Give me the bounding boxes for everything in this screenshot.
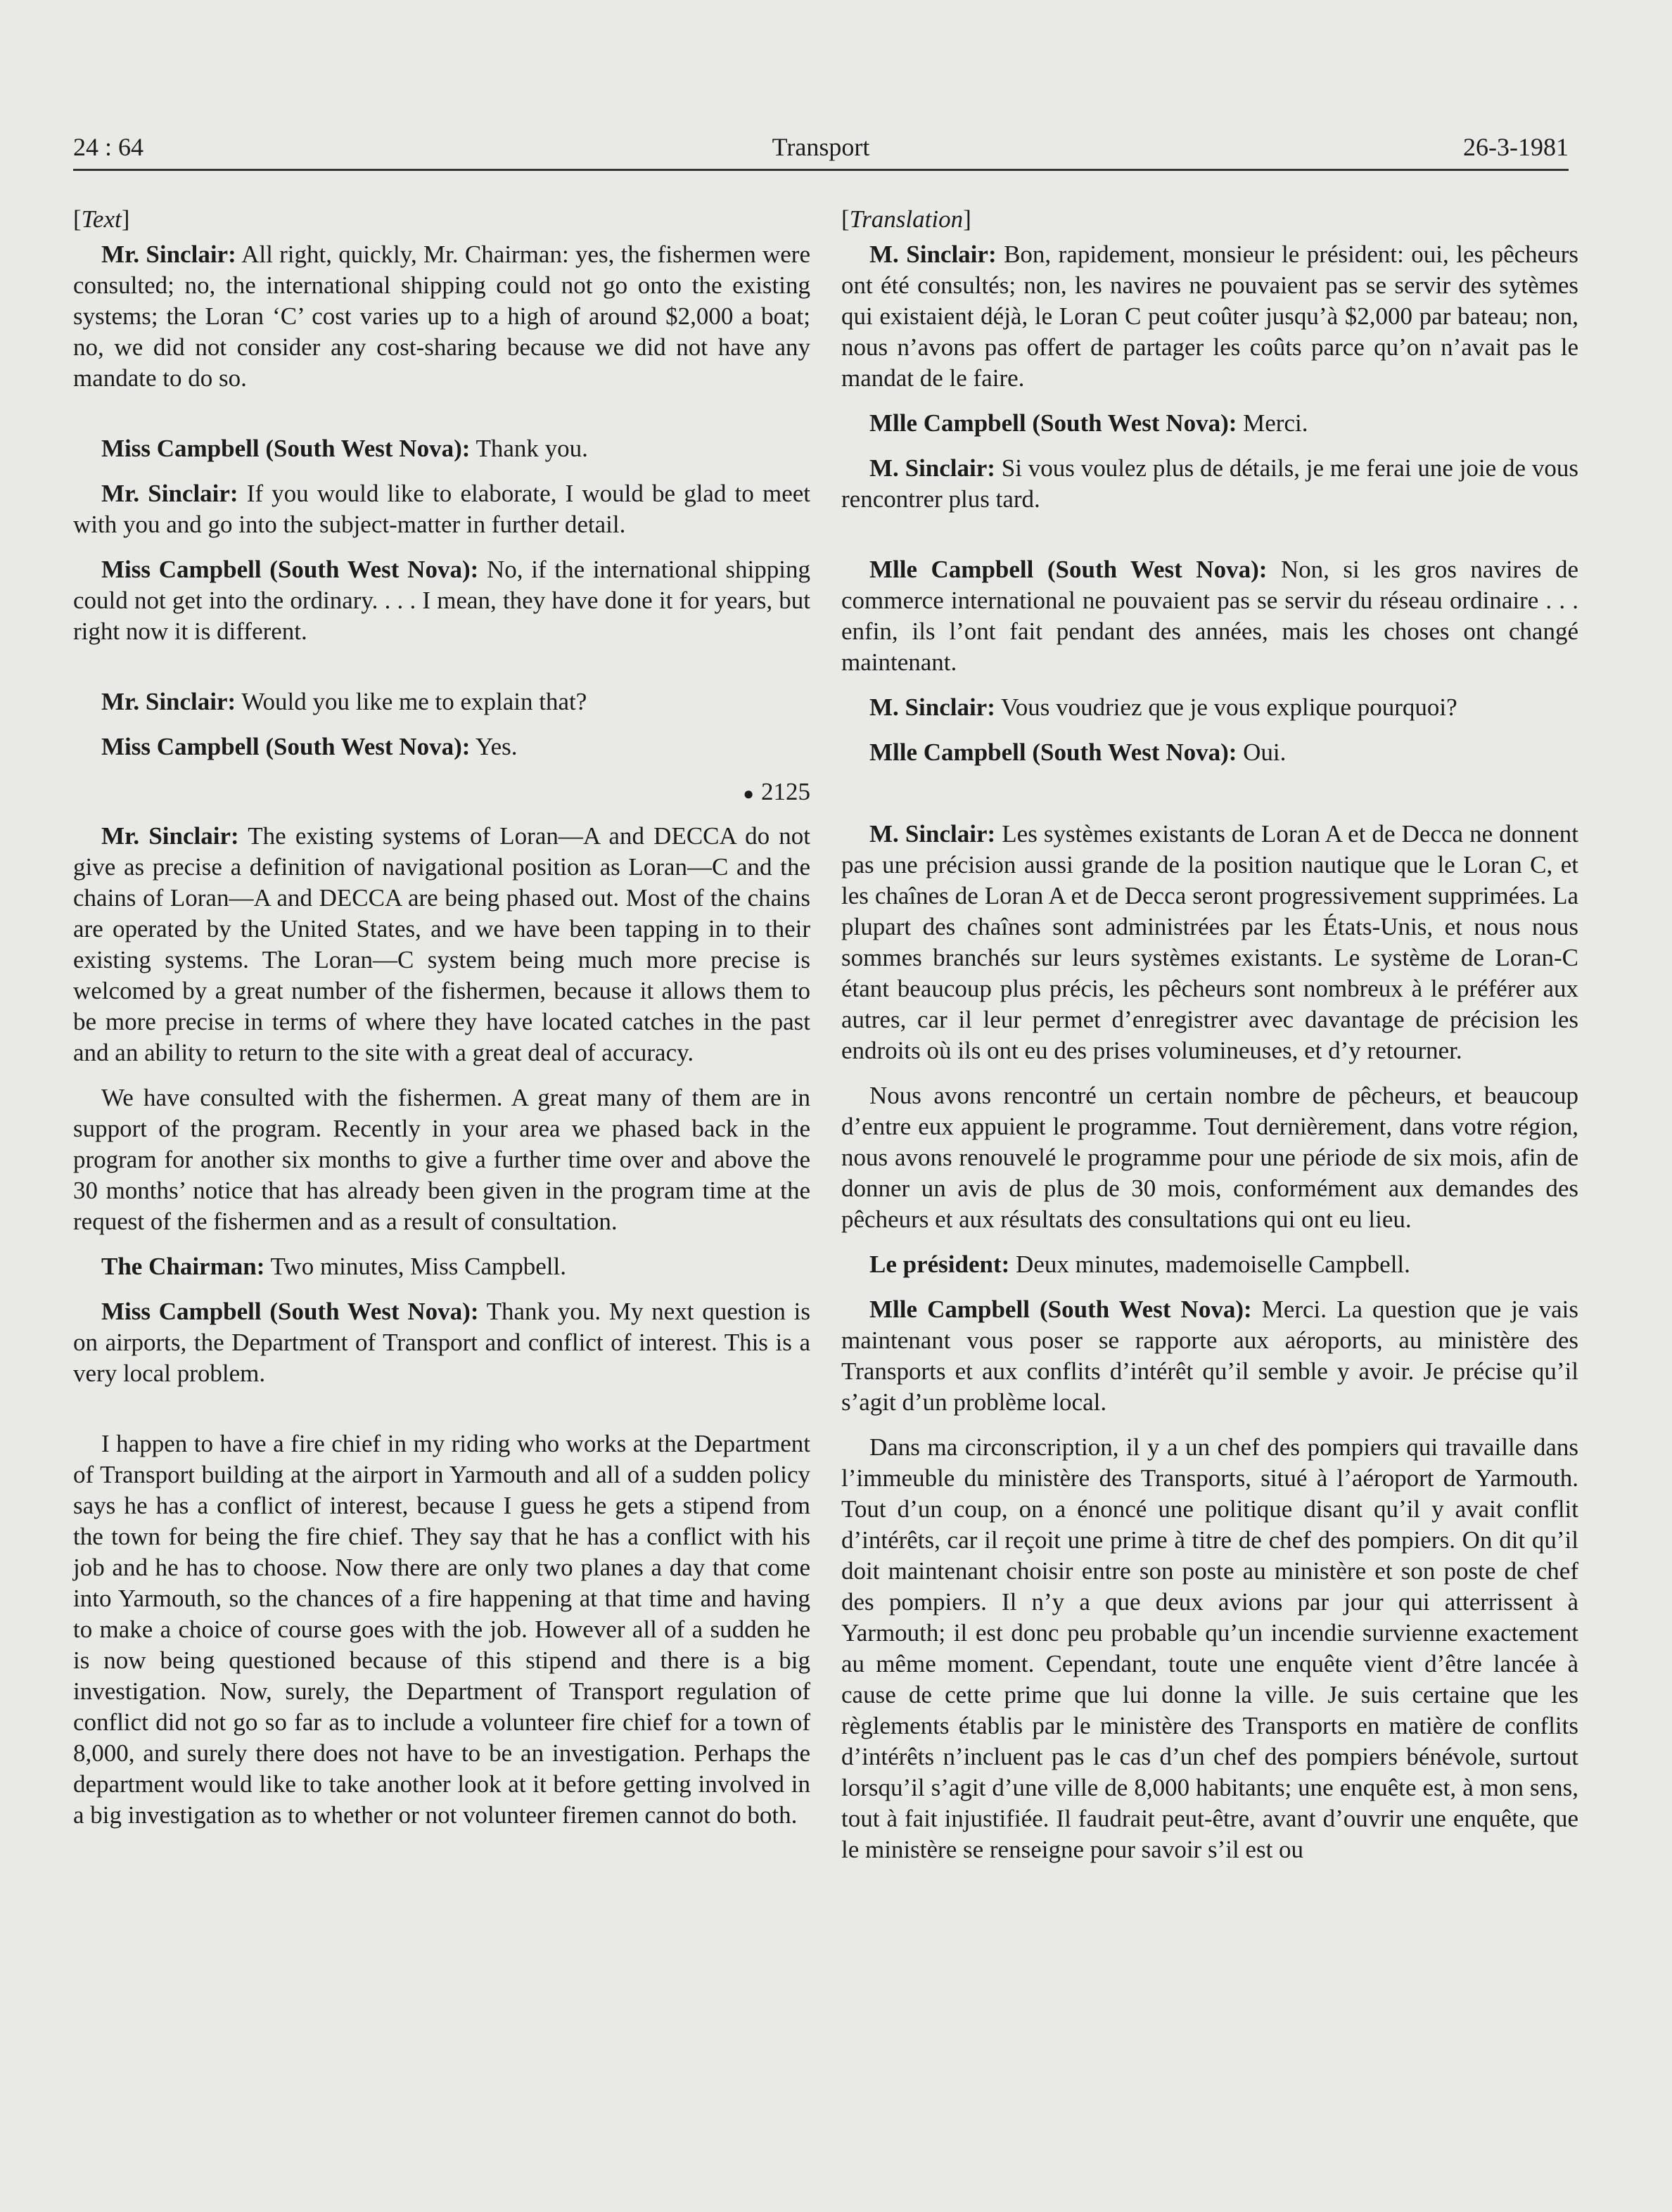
section-tag: [Text]	[73, 205, 130, 233]
english-column	[73, 204, 810, 1845]
page-date: 26-3-1981	[1463, 133, 1569, 161]
paragraph: M. Sinclair: Si vous voulez plus de détails, je me ferai une joie de vous rencontrer plus tard.	[841, 454, 1578, 513]
section-tag: [Translation]	[841, 205, 971, 233]
paragraph: M. Sinclair: Les systèmes existants de Loran A et de Decca ne donnent pas une précision aussi grande de la position nautique que le Loran C, et les chaînes de Loran A et de Decca seront progressivement supprimées. La plupart des chaînes sont administrées par les États-Unis, et nous nous sommes branchés sur leurs systèmes existants. Le système de Loran-C étant beaucoup plus précis, les pêcheurs sont nombreux à le préférer aux autres, car il leur permet d’enregistrer avec davantage de précision les endroits où ils ont eu des prises volumineuses, et d’y retourner.	[841, 820, 1578, 1064]
speaker-name: Mlle Campbell (South West Nova):	[869, 739, 1237, 766]
paragraph: Miss Campbell (South West Nova): Thank you.	[101, 435, 588, 462]
paragraph: Mr. Sinclair: The existing systems of Loran—A and DECCA do not give as precise a definition of navigational position as Loran—C and the chains of Loran—A and DECCA are being phased out. Most of the chains are operated by the United States, and we have been tapping in to their existing systems. The Loran—C system being much more precise is welcomed by a great number of the fishermen, because it allows them to be more precise in terms of where they have located catches in the past and an ability to return to the site with a great deal of accuracy.	[73, 821, 810, 1066]
paragraph: Mr. Sinclair: All right, quickly, Mr. Chairman: yes, the fishermen were consulted; no, the international shipping could not go onto the existing systems; the Loran ‘C’ cost varies up to a high of around $2,000 a boat; no, we did not consider any cost-sharing because we did not have any mandate to do so.	[73, 241, 810, 392]
paragraph: Mlle Campbell (South West Nova): Non, si les gros navires de commerce international ne pouvaient pas se servir du réseau ordinaire . . . enfin, ils l’ont fait pendant des années, mais les choses ont changé maintenant.	[841, 556, 1578, 676]
speaker-name: M. Sinclair:	[869, 241, 997, 268]
speaker-name: M. Sinclair:	[869, 693, 995, 721]
speaker-name: Mr. Sinclair:	[101, 688, 236, 715]
speaker-name: Mr. Sinclair:	[101, 821, 239, 850]
paragraph: Miss Campbell (South West Nova): No, if the international shipping could not get into the ordinary. . . . I mean, they have done it for years, but right now it is different.	[73, 556, 810, 645]
speaker-name: Mlle Campbell (South West Nova):	[869, 409, 1237, 437]
paragraph: Mlle Campbell (South West Nova): Merci.	[869, 409, 1308, 437]
french-column	[841, 204, 1578, 1879]
page-title: Transport	[772, 133, 870, 161]
paragraph: Miss Campbell (South West Nova): Thank you. My next question is on airports, the Department of Transport and conflict of interest. This is a very local problem.	[73, 1297, 811, 1387]
speaker-name: Miss Campbell (South West Nova):	[101, 556, 479, 583]
speaker-name: Mr. Sinclair:	[101, 241, 236, 268]
speaker-name: Le président:	[869, 1251, 1010, 1278]
speaker-name: Miss Campbell (South West Nova):	[101, 435, 471, 462]
speaker-name: Mlle Campbell (South West Nova):	[869, 556, 1268, 583]
bullet-icon: ●	[743, 783, 754, 804]
paragraph: Dans ma circonscription, il y a un chef des pompiers qui travaille dans l’immeuble du ministère des Transports, situé à l’aéroport de Yarmouth. Tout d’un coup, on a énoncé une politique disant qu’il y avait conflit d’intérêts, car il reçoit une prime à titre de chef des pompiers. On dit qu’il doit maintenant choisir entre son poste au ministère et son poste de chef des pompiers. Il n’y a que deux avions par jour qui atterrissent à Yarmouth; il est donc peu probable qu’un incendie survienne exactement au même moment. Cependant, toute une enquête vient d’être lancée à cause de cette prime que lui donne la ville. Je suis certaine que les règlements établis par le ministère des Transports en matière de conflits d’intérêts n’incluent pas le cas d’un chef des pompiers bénévole, surtout lorsqu’il s’agit d’une ville de 8,000 habitants; une enquête est, à mon sens, tout à fait injustifiée. Il faudrait peut-être, avant d’ouvrir une enquête, que le ministère se renseigne pour savoir s’il est ou	[841, 1433, 1578, 1863]
paragraph: M. Sinclair: Bon, rapidement, monsieur le président: oui, les pêcheurs ont été consultés; non, les navires ne pouvaient pas se servir des sytèmes qui existaient déjà, le Loran C peut coûter jusqu’à $2,000 par bateau; non, nous n’avons pas offert de partager les coûts parce qu’on n’avait pas le mandat de le faire.	[841, 241, 1578, 392]
speaker-name: The Chairman:	[101, 1252, 265, 1280]
speaker-name: Miss Campbell (South West Nova):	[101, 733, 471, 760]
speaker-name: Miss Campbell (South West Nova):	[101, 1297, 479, 1325]
paragraph: Nous avons rencontré un certain nombre de pêcheurs, et beaucoup d’entre eux appuient le programme. Tout dernièrement, dans votre région, nous avons renouvelé le programme pour une période de six mois, afin de donner un avis de plus de 30 mois, conformément aux demandes des pêcheurs et aux résultats des consultations qui ont eu lieu.	[841, 1082, 1578, 1233]
paragraph: Mr. Sinclair: Would you like me to explain that?	[101, 688, 587, 715]
paragraph: I happen to have a fire chief in my riding who works at the Department of Transport building at the airport in Yarmouth and all of a sudden policy says he has a conflict of interest, because I guess he gets a stipend from the town for being the fire chief. They say that he has a conflict with his job and he has to choose. Now there are only two planes a day that come into Yarmouth, so the chances of a fire happening at that time and having to make a choice of course goes with the job. However all of a sudden he is now being questioned because of this stipend and there is a big investigation. Now, surely, the Department of Transport regulation of conflict did not go so far as to include a volunteer fire chief for a town of 8,000, and surely there does not have to be an investigation. Perhaps the department would like to take another look at it before getting involved in a big investigation as to whether or not volunteer firemen cannot do both.	[73, 1429, 810, 1829]
page-header	[73, 127, 1569, 171]
time-marker: ● 2125	[743, 778, 810, 805]
paragraph: Miss Campbell (South West Nova): Yes.	[101, 733, 518, 760]
paragraph: Mlle Campbell (South West Nova): Oui.	[869, 739, 1287, 766]
speaker-name: M. Sinclair:	[869, 820, 996, 848]
page-number: 24 : 64	[73, 133, 144, 161]
paragraph: Mlle Campbell (South West Nova): Merci. La question que je vais maintenant vous poser se rapporte aux aéroports, au ministère des Transports et aux conflits d’intérêt qu’il semble y avoir. Je précise qu’il s’agit d’un problème local.	[841, 1296, 1578, 1416]
speaker-name: Mr. Sinclair:	[101, 480, 238, 507]
paragraph: M. Sinclair: Vous voudriez que je vous explique pourquoi?	[869, 693, 1457, 721]
paragraph: Mr. Sinclair: If you would like to elaborate, I would be glad to meet with you and go into the subject-matter in further detail.	[73, 480, 810, 538]
speaker-name: Mlle Campbell (South West Nova):	[869, 1296, 1252, 1323]
paragraph: The Chairman: Two minutes, Miss Campbell.	[101, 1252, 566, 1280]
paragraph: We have consulted with the fishermen. A great many of them are in support of the program. Recently in your area we phased back in the program for another six months to give a further time over and above the 30 months’ notice that has already been given in the program time at the request of the fishermen and as a result of consultation.	[73, 1083, 810, 1235]
paragraph: Le président: Deux minutes, mademoiselle Campbell.	[869, 1251, 1410, 1278]
speaker-name: M. Sinclair:	[869, 454, 995, 482]
